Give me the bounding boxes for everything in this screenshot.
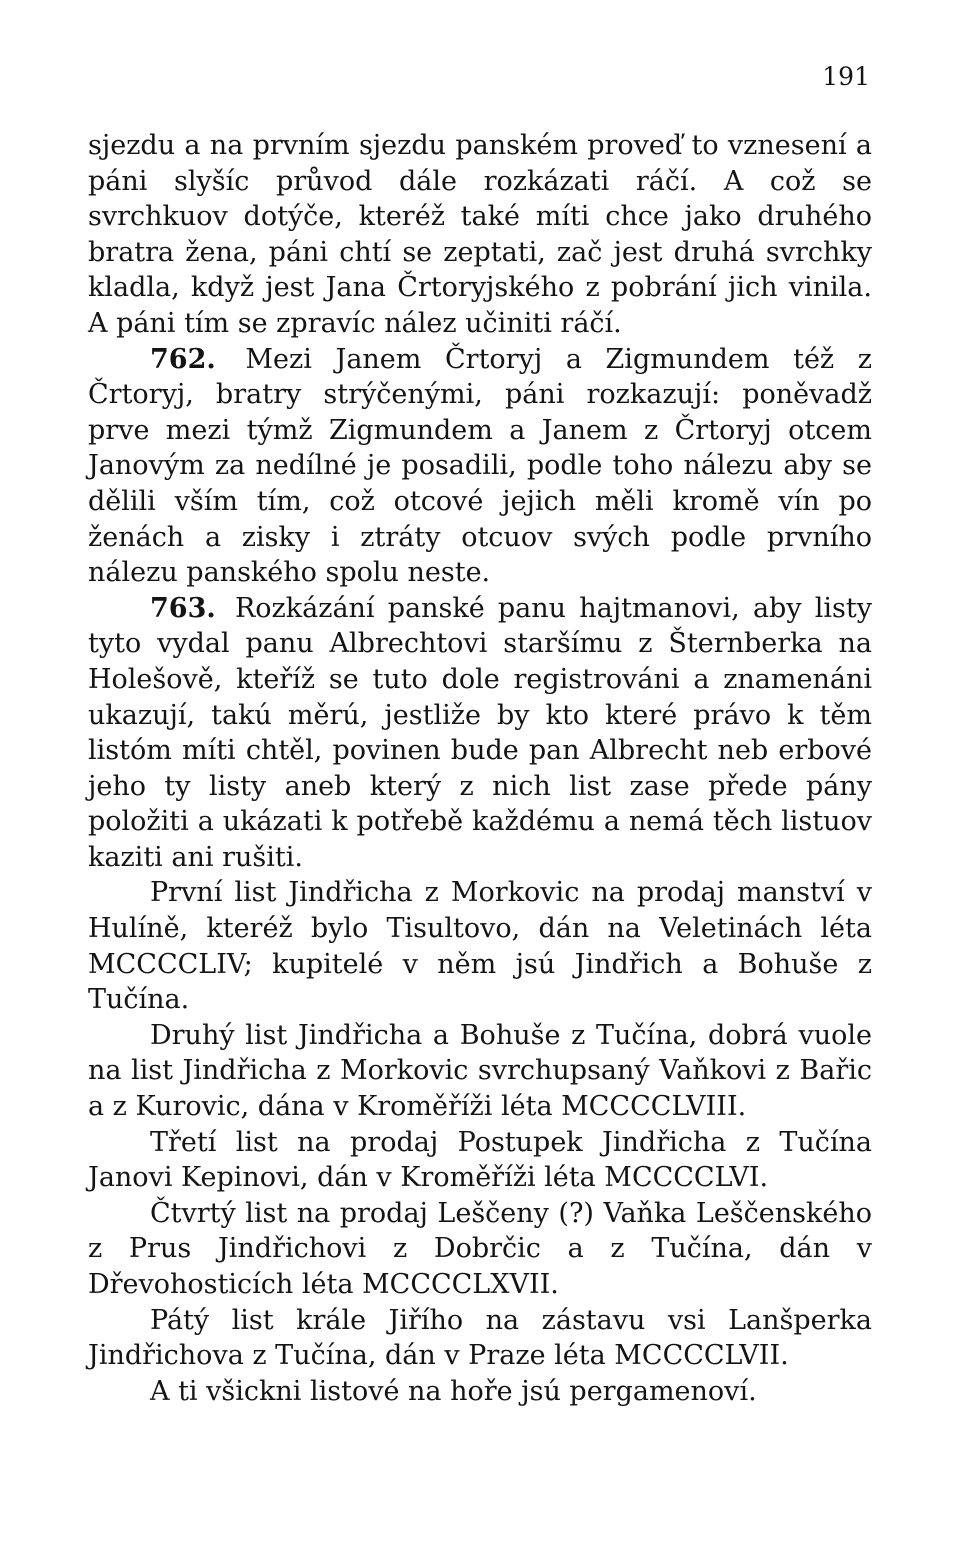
paragraph-text: Třetí list na prodaj Postupek Jindřicha z Tučína Janovi Kepinovi, dán v Kroměříži léta MCCCCLVI. (88, 1126, 872, 1194)
page-body (88, 128, 872, 1409)
paragraph-text: Druhý list Jindřicha a Bohuše z Tučína, dobrá vuole na list Jindřicha z Morkovic svrchupsaný Vaňkovi z Bařic a z Kurovic, dána v Kroměříži léta MCCCCLVIII. (88, 1019, 872, 1123)
paragraph-entry-762 (88, 342, 872, 591)
paragraph-text: sjezdu a na prvním sjezdu panském proveď to vznesení a páni slyšíc průvod dále rozkázati ráčí. A což se svrchkuov dotýče, kteréž také míti chce jako druhého bratra žena, páni chtí se zeptati, zač jest druhá svrchky kladla, když jest Jana Črtoryjského z pobrání jich vinila. A páni tím se zpravíc nález učiniti ráčí. (88, 130, 872, 339)
entry-number: 762. (150, 343, 216, 375)
paragraph-text: První list Jindřicha z Morkovic na prodaj manství v Hulíně, kteréž bylo Tisultovo, dán na Veletinách léta MCCCCLIV; kupitelé v něm jsú Jindřich a Bohuše z Tučína. (88, 877, 872, 1016)
paragraph-list-fourth (88, 1196, 872, 1303)
paragraph-list-first (88, 875, 872, 1017)
paragraph-list-third (88, 1125, 872, 1196)
paragraph-continuation (88, 128, 872, 342)
paragraph-closing (88, 1374, 872, 1410)
paragraph-text: Čtvrtý list na prodaj Leščeny (?) Vaňka Leščenského z Prus Jindřichovi z Dobrčic a z Tučína, dán v Dřevohosticích léta MCCCCLXVII. (88, 1197, 872, 1300)
paragraph-list-fifth (88, 1303, 872, 1374)
paragraph-text: Rozkázání panské panu hajtmanovi, aby listy tyto vydal panu Albrechtovi staršímu z Šternberka na Holešově, kteříž se tuto dole registrováni a znamenáni ukazují, takú měrú, jestliže by kto které právo k těm listóm míti chtěl, povinen bude pan Albrecht neb erbové jeho ty listy aneb který z nich list zase přede pány položiti a ukázati k potřebě každému a nemá těch listuov kaziti ani rušiti. (88, 592, 872, 873)
paragraph-text: A ti všickni listové na hoře jsú pergamenoví. (150, 1375, 757, 1407)
paragraph-text: Pátý list krále Jiřího na zástavu vsi Lanšperka Jindřichova z Tučína, dán v Praze léta MCCCCLVII. (88, 1304, 872, 1372)
entry-number: 763. (150, 592, 216, 624)
paragraph-list-second (88, 1018, 872, 1125)
page-number: 191 (822, 62, 870, 91)
paragraph-entry-763 (88, 591, 872, 876)
paragraph-text: Mezi Janem Črtoryj a Zigmundem též z Črtoryj, bratry strýčenými, páni rozkazují: poněvadž prve mezi týmž Zigmundem a Janem z Črtoryj otcem Janovým za nedílné je posadili, podle toho nálezu aby se dělili vším tím, což otcové jejich měli kromě vín po ženách a zisky i ztráty otcuov svých podle prvního nálezu panského spolu neste. (88, 343, 872, 589)
